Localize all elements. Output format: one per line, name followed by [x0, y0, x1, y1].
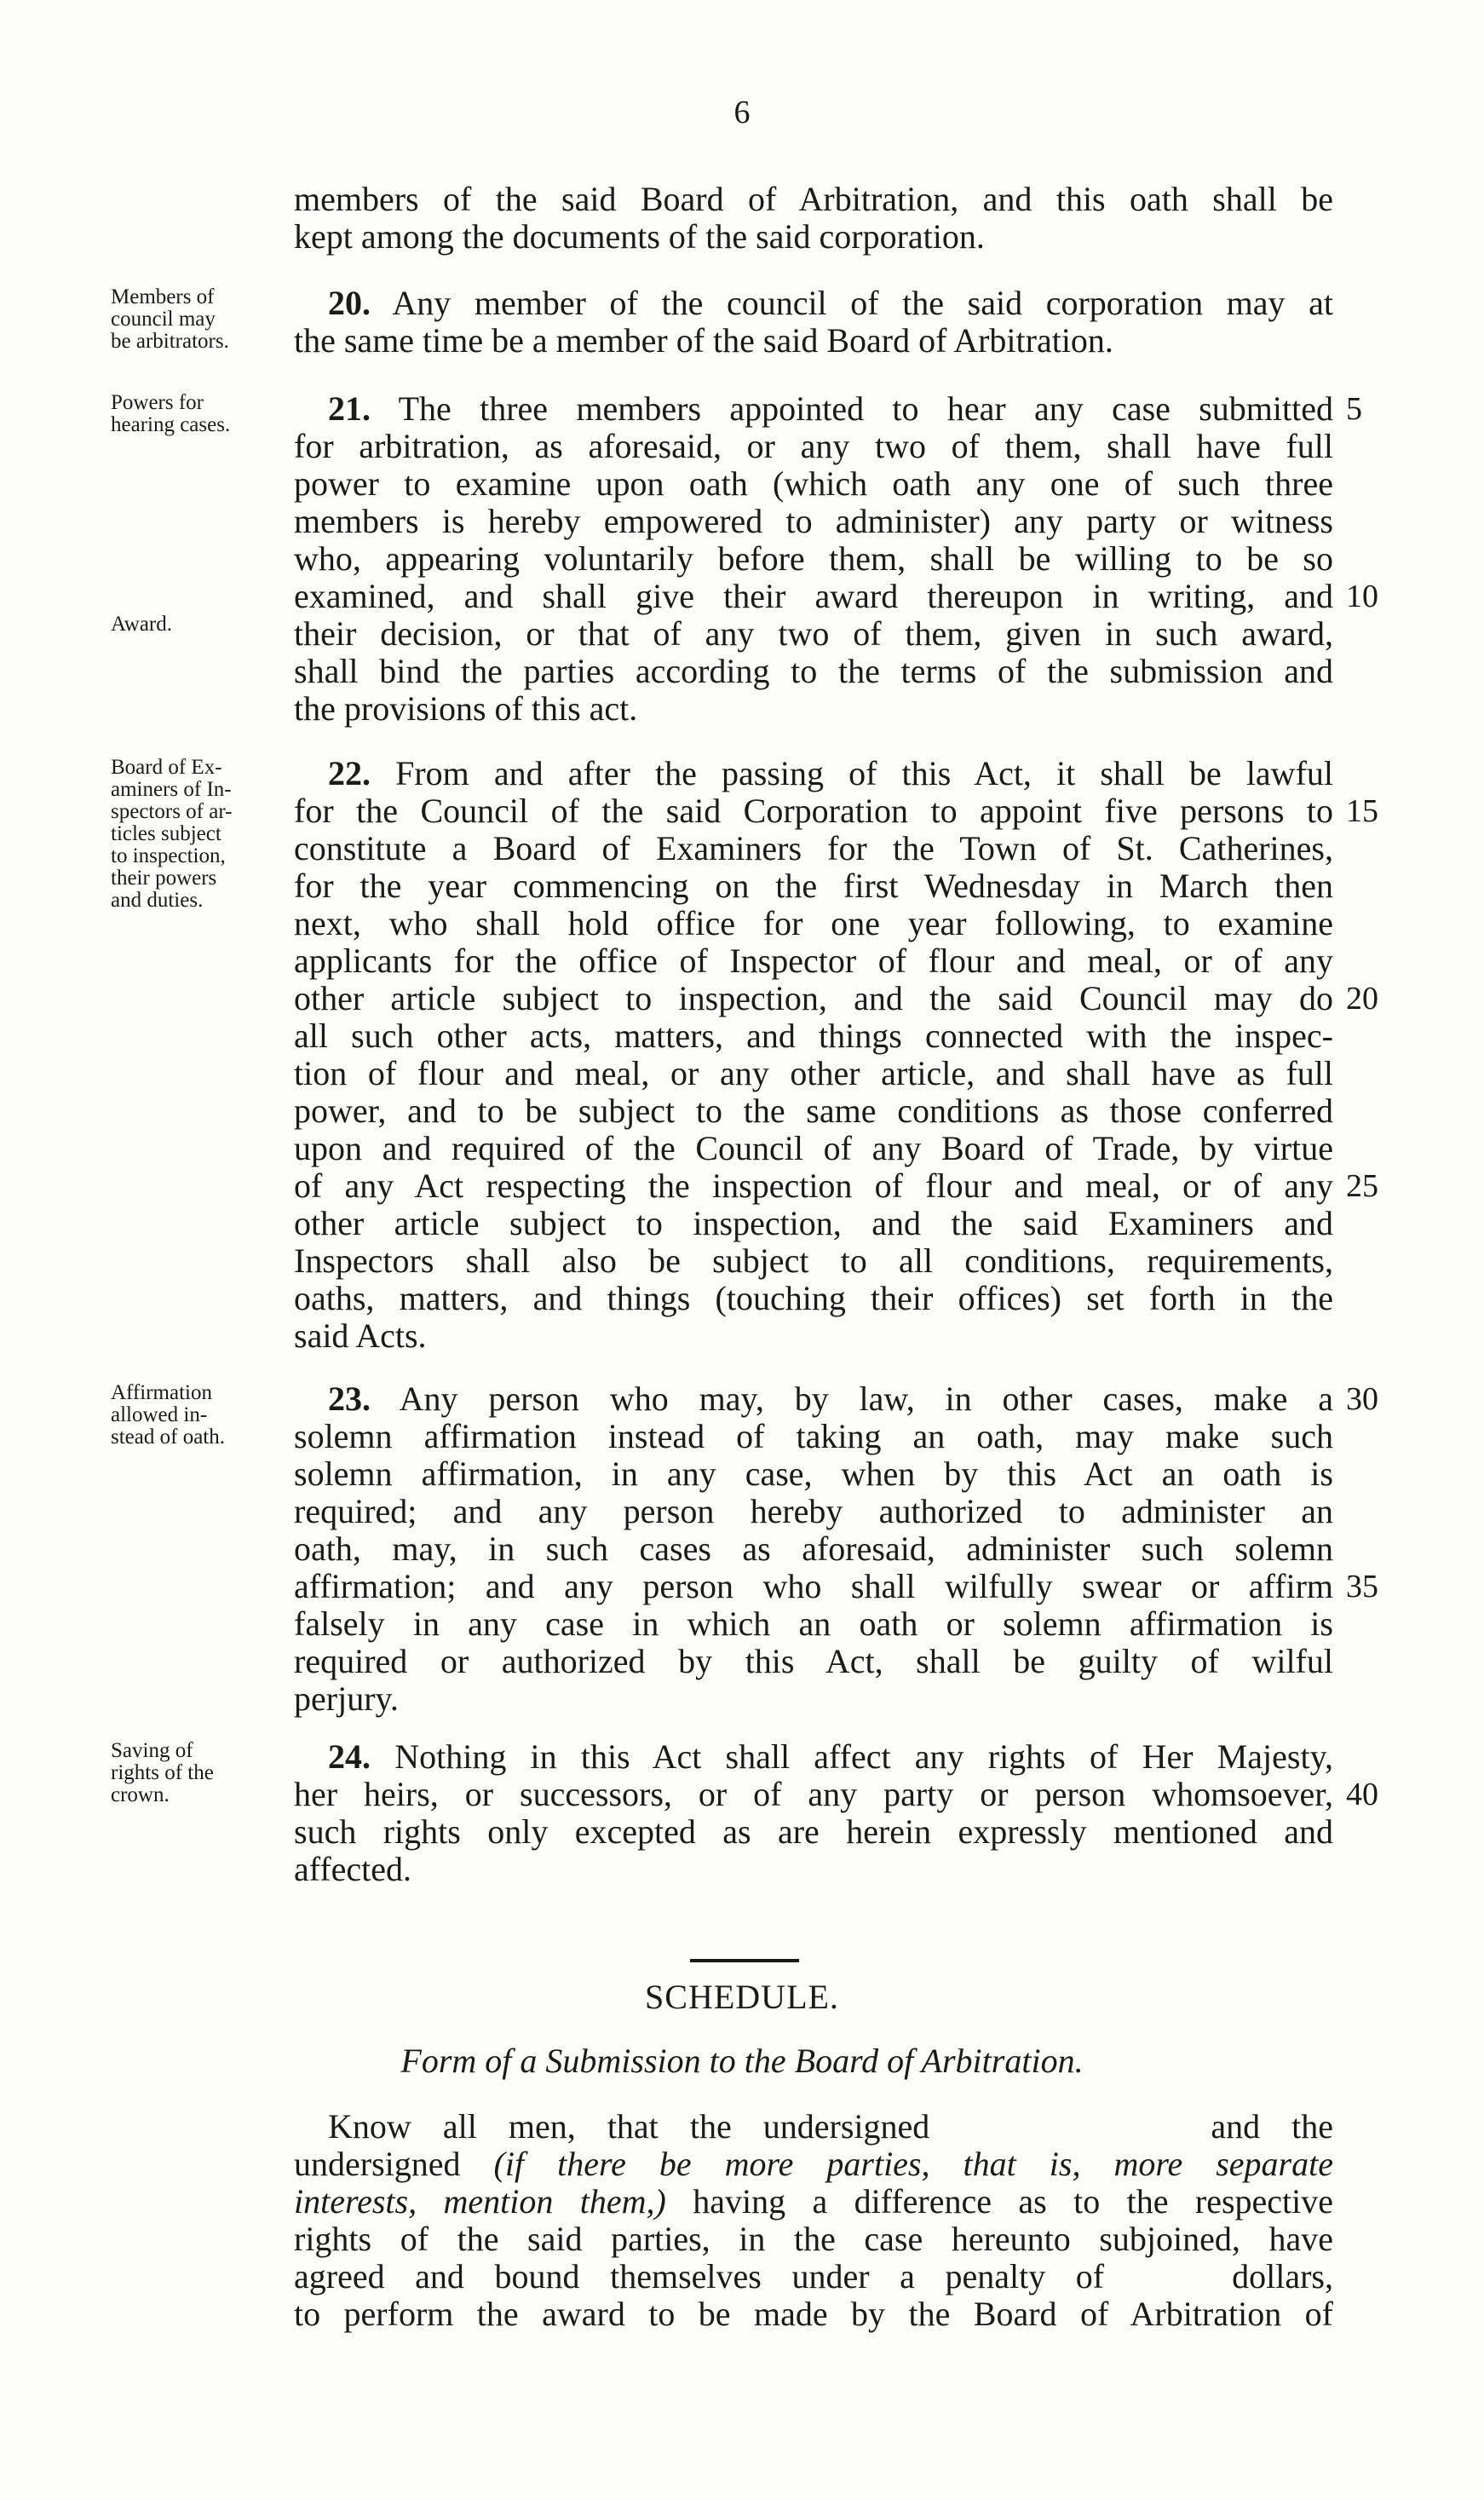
section-number: 21.	[328, 389, 371, 428]
line-number: 30	[1346, 1381, 1378, 1417]
text-line: oath, may, in such cases as aforesaid, administer such solemn	[294, 1529, 1333, 1568]
text-line: affirmation; and any person who shall wilfully swear or affirm	[294, 1567, 1333, 1605]
text-line: Know all men, that the undersigned and the	[328, 2107, 1333, 2146]
text-line: affected.	[294, 1850, 412, 1888]
text-line: power, and to be subject to the same conditions as those conferred	[294, 1092, 1333, 1130]
line-number: 25	[1346, 1168, 1378, 1204]
line-number: 10	[1346, 579, 1378, 614]
margin-note-award: Award.	[111, 613, 172, 636]
text-line: required; and any person hereby authorized to administer an	[294, 1492, 1333, 1530]
text-line: for the year commencing on the first Wednesday in March then	[294, 867, 1333, 905]
section-first-line: 21. The three members appointed to hear any case submitted	[328, 389, 1334, 428]
line-number: 5	[1346, 391, 1362, 427]
line-number: 40	[1346, 1777, 1378, 1812]
line-number: 20	[1346, 981, 1378, 1017]
section-21	[294, 390, 1333, 728]
page-number: 6	[733, 95, 751, 130]
section-divider	[690, 1959, 799, 1962]
schedule-title: SCHEDULE.	[645, 1978, 839, 2016]
text-line: required or authorized by this Act, shall be guilty of wilful	[294, 1642, 1333, 1680]
text-line: who, appearing voluntarily before them, shall be willing to be so	[294, 539, 1333, 578]
text-line: members of the said Board of Arbitration, and this oath shall be	[294, 180, 1333, 218]
margin-note-members-arbitrators: Members of council may be arbitrators.	[111, 285, 229, 353]
margin-note-saving-rights: Saving of rights of the crown.	[111, 1739, 214, 1806]
text-line: shall bind the parties according to the terms of the submission and	[294, 652, 1333, 690]
text-line: other article subject to inspection, and the said Council may do	[294, 979, 1333, 1017]
section-number: 24.	[328, 1737, 371, 1776]
text-line: undersigned (if there be more parties, that is, more separate	[294, 2145, 1333, 2183]
text-line: solemn affirmation instead of taking an oath, may make such	[294, 1417, 1333, 1455]
text-line: said Acts.	[294, 1316, 427, 1355]
margin-note-powers-hearing: Powers for hearing cases.	[111, 391, 231, 436]
text-line: power to examine upon oath (which oath any one of such three	[294, 464, 1333, 503]
margin-note-board-examiners: Board of Ex- aminers of In- spectors of ar- ticles subject to inspection, their powers and duties.	[111, 756, 233, 912]
text-line: constitute a Board of Examiners for the Town of St. Catherines,	[294, 829, 1333, 867]
section-24	[294, 1738, 1333, 1888]
text-line: agreed and bound themselves under a penalty of dollars,	[294, 2257, 1333, 2296]
line-number: 35	[1346, 1569, 1378, 1604]
text-line: for arbitration, as aforesaid, or any two of them, shall have full	[294, 427, 1333, 465]
text-line: kept among the documents of the said corporation.	[294, 217, 985, 256]
section-first-line: 24. Nothing in this Act shall affect any rights of Her Majesty,	[328, 1737, 1334, 1776]
section-number: 22.	[328, 754, 371, 792]
schedule-subtitle: Form of a Submission to the Board of Arbitration.	[400, 2042, 1084, 2080]
text-line: next, who shall hold office for one year following, to examine	[294, 904, 1333, 942]
text-line: to perform the award to be made by the Board of Arbitration of	[294, 2295, 1333, 2333]
text-line: tion of flour and meal, or any other article, and shall have as full	[294, 1054, 1333, 1092]
section-number: 20.	[328, 284, 371, 322]
line-number: 15	[1346, 793, 1378, 829]
text-line: falsely in any case in which an oath or solemn affirmation is	[294, 1604, 1333, 1643]
text-line: Inspectors shall also be subject to all conditions, requirements,	[294, 1241, 1333, 1280]
section-first-line: 22. From and after the passing of this Act, it shall be lawful	[328, 754, 1334, 792]
text-line: such rights only excepted as are herein expressly mentioned and	[294, 1812, 1333, 1851]
text-line: all such other acts, matters, and things connected with the inspec-	[294, 1017, 1333, 1055]
text-line: the same time be a member of the said Board of Arbitration.	[294, 321, 1113, 360]
section-23	[294, 1380, 1333, 1718]
opening-paragraph	[294, 181, 1333, 256]
section-20	[294, 285, 1333, 360]
text-line: solemn affirmation, in any case, when by this Act an oath is	[294, 1454, 1333, 1493]
text-line: perjury.	[294, 1679, 399, 1718]
text-line: for the Council of the said Corporation to appoint five persons to	[294, 792, 1333, 830]
section-22	[294, 755, 1333, 1355]
text-line: other article subject to inspection, and the said Examiners and	[294, 1204, 1333, 1242]
section-first-line: 23. Any person who may, by law, in other cases, make a	[328, 1380, 1333, 1418]
text-line: rights of the said parties, in the case hereunto subjoined, have	[294, 2220, 1333, 2258]
schedule-form-text	[294, 2108, 1333, 2333]
text-line: of any Act respecting the inspection of flour and meal, or of any	[294, 1166, 1333, 1205]
text-line: examined, and shall give their award thereupon in writing, and	[294, 577, 1333, 615]
margin-note-affirmation: Affirmation allowed in- stead of oath.	[111, 1381, 225, 1449]
section-first-line: 20. Any member of the council of the said corporation may at	[328, 284, 1334, 322]
text-line: her heirs, or successors, or of any party or person whomsoever,	[294, 1775, 1333, 1813]
text-line: applicants for the office of Inspector of flour and meal, or of any	[294, 942, 1333, 980]
text-line: their decision, or that of any two of them, given in such award,	[294, 614, 1333, 653]
text-line: the provisions of this act.	[294, 689, 638, 728]
text-line: oaths, matters, and things (touching their offices) set forth in the	[294, 1279, 1333, 1317]
text-line: interests, mention them,) having a difference as to the respective	[294, 2182, 1333, 2221]
text-line: upon and required of the Council of any Board of Trade, by virtue	[294, 1129, 1333, 1167]
section-number: 23.	[328, 1380, 371, 1418]
text-line: members is hereby empowered to administer) any party or witness	[294, 502, 1333, 540]
